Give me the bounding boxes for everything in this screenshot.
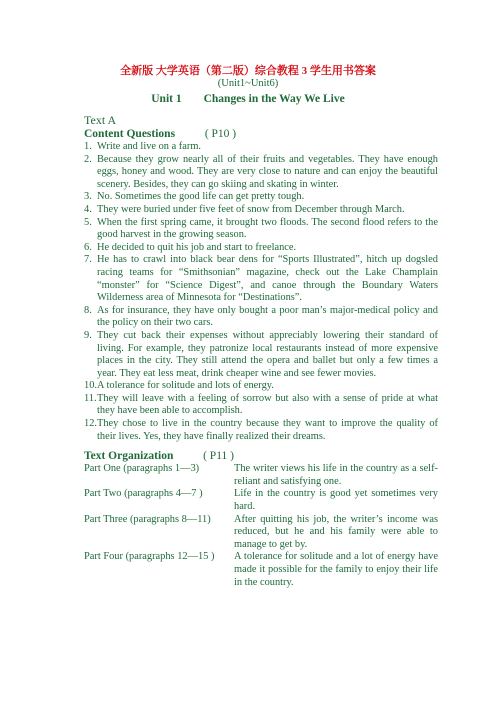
organization-part <box>84 514 438 552</box>
question-number: 1. <box>84 141 92 152</box>
content-questions-page-ref: ( P10 ) <box>204 128 237 140</box>
question-number: 10. <box>84 380 97 392</box>
question-item <box>84 418 438 443</box>
question-item <box>84 191 438 204</box>
question-answer: He has to crawl into black bear dens for “Sports Illustrated”, hitch up dogsled racing teams for “Smithsonian” magazine, check out the Lake Champlain “monster” for “Science Digest”, and canoe through the Boundary Waters Wilderness area of Minnesota for “Destinations”. <box>97 254 438 304</box>
question-number: 12. <box>84 418 97 430</box>
content-questions-title: Content Questions <box>84 128 176 140</box>
part-summary: A tolerance for solitude and a lot of energy have made it possible for the family to enjoy their life in the country. <box>234 551 438 588</box>
question-number: 11. <box>84 392 97 404</box>
question-item <box>84 154 438 192</box>
unit-label: Unit 1 <box>151 93 182 105</box>
part-label: Part Three (paragraphs 8—11) <box>84 513 211 525</box>
question-number: 2. <box>84 153 92 165</box>
question-number: 6. <box>84 241 92 253</box>
question-item <box>84 380 438 393</box>
text-organization-heading <box>84 449 438 463</box>
question-item <box>84 242 438 255</box>
question-answer: A tolerance for solitude and lots of energy. <box>97 380 274 392</box>
question-item <box>84 254 438 304</box>
document-title: 全新版 大学英语（第二版）综合教程 3 学生用书答案 <box>120 65 376 77</box>
organization-part <box>84 463 438 488</box>
question-number: 3. <box>84 191 92 203</box>
part-label: Part Two (paragraphs 4—7 ) <box>84 488 203 500</box>
question-answer: As for insurance, they have only bought a poor man’s major-medical policy and the policy on their two cars. <box>97 304 438 329</box>
question-answer: Because they grow nearly all of their fruits and vegetables. They have enough eggs, honey and wood. They are very close to nature and can enjoy the beautiful scenery. Besides, they can go skiing and skating in winter. <box>97 153 438 190</box>
part-summary: After quitting his job, the writer’s income was reduced, but he and his family were able to manage to get by. <box>234 513 438 550</box>
question-item <box>84 217 438 242</box>
text-organization-parts <box>84 463 438 589</box>
content-questions-heading <box>84 127 438 141</box>
question-item <box>84 204 438 217</box>
part-summary: The writer views his life in the country as a self-reliant and satisfying one. <box>234 463 438 487</box>
question-answer: They chose to live in the country because they want to improve the quality of their lives. Yes, they have finally realized their dreams. <box>97 418 438 442</box>
question-answer: Write and live on a farm. <box>97 141 202 152</box>
question-item <box>84 330 438 380</box>
question-number: 4. <box>84 203 92 215</box>
question-answer: They were buried under five feet of snow from December through March. <box>97 203 405 215</box>
question-answer: When the first spring came, it brought two floods. The second flood refers to the good harvest in the growing season. <box>97 216 438 241</box>
document-subtitle: (Unit1~Unit6) <box>217 78 279 89</box>
question-number: 5. <box>84 216 92 228</box>
part-label: Part One (paragraphs 1—3) <box>84 463 200 475</box>
question-item <box>84 141 438 154</box>
part-summary: Life in the country is good yet sometimes very hard. <box>234 488 438 513</box>
text-organization-page-ref: ( P11 ) <box>203 450 234 463</box>
question-item <box>84 393 438 418</box>
question-number: 9. <box>84 329 92 341</box>
text-organization-title: Text Organization <box>84 450 174 463</box>
question-answer: No. Sometimes the good life can get pretty tough. <box>97 191 305 203</box>
unit-name: Changes in the Way We Live <box>203 93 345 105</box>
question-answer: He decided to quit his job and start to freelance. <box>97 241 297 253</box>
question-answer: They will leave with a feeling of sorrow but also with a sense of pride at what they have been able to accomplish. <box>97 392 438 417</box>
content-questions-list <box>84 141 438 443</box>
text-a-heading: Text A <box>84 113 117 127</box>
organization-part <box>84 551 438 589</box>
question-answer: They cut back their expenses without appreciably lowering their standard of living. For example, they patronize local restaurants instead of more expensive places in the city. They still attend the opera and ballet but only a few times a year. They eat less meat, drink cheaper wine and see fewer movies. <box>97 329 438 379</box>
question-item <box>84 305 438 330</box>
document-body <box>84 113 438 589</box>
unit-title <box>0 93 496 105</box>
question-number: 8. <box>84 304 92 316</box>
part-label: Part Four (paragraphs 12—15 ) <box>84 551 215 563</box>
question-number: 7. <box>84 254 92 266</box>
organization-part <box>84 488 438 513</box>
